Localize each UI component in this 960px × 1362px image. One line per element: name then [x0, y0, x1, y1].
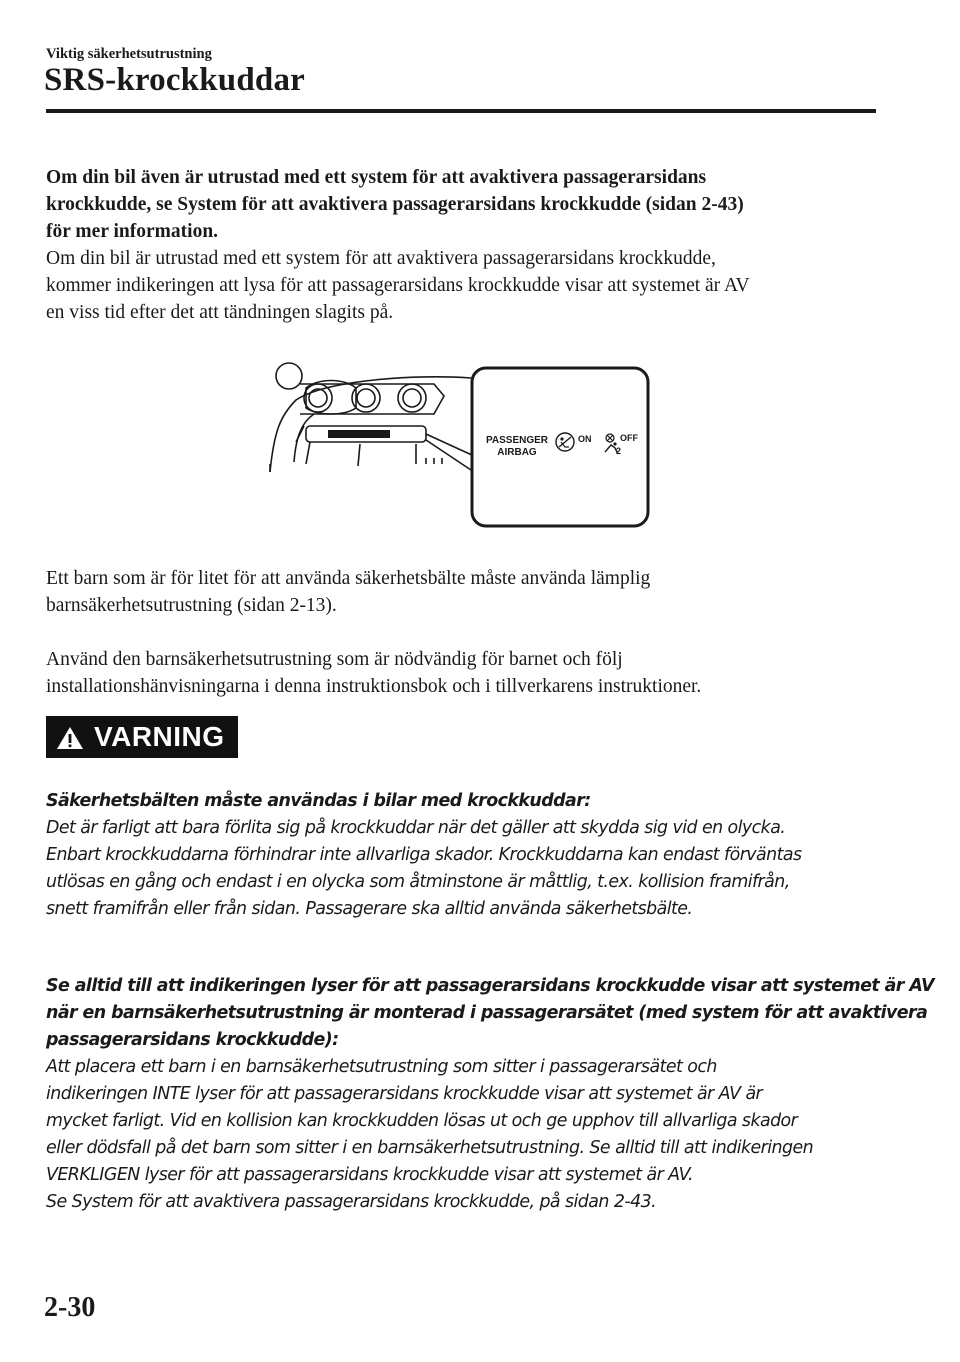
warning-label: VARNING: [94, 721, 225, 752]
text-line: Enbart krockkuddarna förhindrar inte allvarliga skador. Krockkuddarna kan endast förväntas: [46, 845, 802, 865]
text-line: snett framifrån eller från sidan. Passagerare ska alltid använda säkerhetsbälte.: [46, 899, 693, 919]
warning-indicator-block: [46, 973, 934, 1216]
console-lines-shape: [306, 442, 416, 466]
airbag-label: AIRBAG: [497, 447, 537, 458]
text-line: VERKLIGEN lyser för att passagerarsidans krockkudde visar att systemet är AV.: [46, 1165, 693, 1185]
warning-banner: [46, 716, 238, 758]
air-vent-inner-shape: [357, 389, 375, 407]
callout-pointer-shape: [426, 434, 474, 472]
text-line: indikeringen INTE lyser för att passagerarsidans krockkudde visar att systemet är AV är: [46, 1084, 763, 1104]
figure-number-label: 2: [616, 446, 622, 456]
page-title: SRS-krockkuddar: [44, 62, 305, 98]
text-line: utlösas en gång och endast i en olycka som åtminstone är måttlig, t.ex. kollision framifrån,: [46, 872, 790, 892]
dashboard-knob-shape: [276, 363, 302, 389]
text-line: en viss tid efter det att tändningen slagits på.: [46, 302, 394, 323]
text-line: Se System för att avaktivera passagerarsidans krockkudde, på sidan 2-43.: [46, 1192, 657, 1212]
warning-heading: Säkerhetsbälten måste användas i bilar med krockkuddar:: [46, 791, 591, 811]
panel-edge-shape: [296, 426, 304, 442]
intro-body-paragraph: [46, 245, 886, 326]
air-vent-inner-shape: [309, 389, 327, 407]
warning-heading: Se alltid till att indikeringen lyser för att passagerarsidans krockkudde visar att systemet är AV: [46, 976, 934, 996]
installation-paragraph: [46, 646, 886, 700]
warning-heading: när en barnsäkerhetsutrustning är monterad i passagerarsätet (med system för att avaktivera: [46, 1003, 928, 1023]
air-vent-inner-shape: [403, 389, 421, 407]
text-line: mycket farligt. Vid en kollision kan krockkudden lösas ut och ge upphov till allvarliga skador: [46, 1111, 798, 1131]
child-seat-paragraph: [46, 565, 886, 619]
warning-seatbelt-block: [46, 788, 896, 923]
text-line: kommer indikeringen att lysa för att passagerarsidans krockkudde visar att systemet är AV: [46, 275, 750, 296]
text-line: krockkudde, se System för att avaktivera passagerarsidans krockkudde (sidan 2-43): [46, 194, 744, 215]
heading-divider: [46, 109, 876, 113]
console-ticks-shape: [426, 458, 442, 464]
off-label: OFF: [620, 433, 638, 443]
text-line: Att placera ett barn i en barnsäkerhetsutrustning som sitter i passagerarsätet och: [46, 1057, 717, 1077]
passenger-label: PASSENGER: [485, 435, 549, 446]
intro-bold-paragraph: [46, 164, 886, 245]
indicator-display-shape: [328, 430, 390, 438]
page-number: 2-30: [44, 1292, 96, 1323]
text-line: installationshänvisningarna i denna instruktionsbok och i tillverkarens instruktioner.: [46, 676, 702, 697]
warning-triangle-icon: [56, 725, 84, 751]
dashboard-curve-shape: [294, 414, 314, 462]
passenger-airbag-indicator-figure: [266, 352, 652, 530]
text-line: barnsäkerhetsutrustning (sidan 2-13).: [46, 595, 337, 616]
text-line: Ett barn som är för litet för att använda säkerhetsbälte måste använda lämplig: [46, 568, 651, 589]
on-label: ON: [578, 434, 592, 444]
text-line: Om din bil även är utrustad med ett system för att avaktivera passagerarsidans: [46, 167, 707, 188]
text-line: eller dödsfall på det barn som sitter i en barnsäkerhetsutrustning. Se alltid till att indikeringen: [46, 1138, 814, 1158]
text-line: för mer information.: [46, 221, 219, 242]
section-label: Viktig säkerhetsutrustning: [46, 46, 212, 62]
warning-heading: passagerarsidans krockkudde):: [46, 1030, 339, 1050]
text-line: Om din bil är utrustad med ett system för att avaktivera passagerarsidans krockkudde,: [46, 248, 716, 269]
text-line: Använd den barnsäkerhetsutrustning som är nödvändig för barnet och följ: [46, 649, 623, 670]
text-line: Det är farligt att bara förlita sig på krockkuddar när det gäller att skydda sig vid en olycka.: [46, 818, 786, 838]
